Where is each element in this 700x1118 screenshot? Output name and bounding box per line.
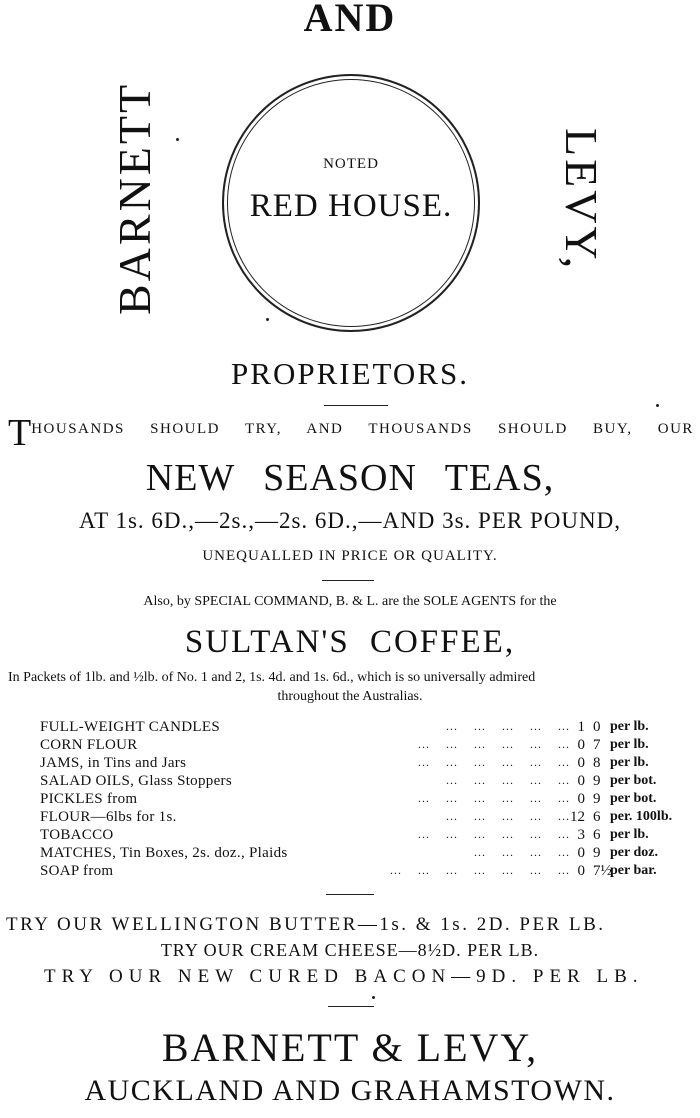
divider-rule [328,1006,374,1007]
price-shillings: 0 [577,863,585,879]
price-unit: per bot. [610,773,657,788]
firm-towns: AUCKLAND AND GRAHAMSTOWN. [84,1074,616,1107]
tagline-text: HOUSANDS SHOULD TRY, AND THOUSANDS SHOULD BUY, OUR [31,421,694,437]
price-unit: per doz. [610,845,658,860]
leader-dots: ... ... ... ... ... [446,809,570,823]
price-shillings: 0 [577,845,585,861]
price-unit: per lb. [610,719,649,734]
noted-red-house-seal [222,74,480,332]
price-pence: 7½ [593,863,612,879]
price-list-row [40,863,690,878]
drop-cap: T [8,412,32,454]
price-list-row [40,773,690,788]
price-item: PICKLES from [40,791,138,807]
price-list-row [40,737,690,752]
firm-name: BARNETT & LEVY, [161,1025,539,1070]
price-pence: 6 [593,827,601,843]
packets-description: In Packets of 1lb. and ½lb. of No. 1 and 2, 1s. 4d. and 1s. 6d., which is so universally admired [8,670,536,685]
price-pence: 9 [593,791,601,807]
try-bacon-line: TRY OUR NEW CURED BACON—9D. PER LB. [44,966,644,987]
leader-dots: ... ... ... ... ... [446,773,570,787]
leader-dots: ... ... ... ... ... ... ... [390,863,570,877]
price-item: JAMS, in Tins and Jars [40,755,187,771]
tea-prices-line: AT 1s. 6D.,—2s.,—2s. 6D.,—AND 3s. PER POUND, [79,508,621,533]
seal-red-house-text: RED HOUSE. [249,188,453,224]
vertical-name-levy: LEVY, [556,128,607,272]
price-item: TOBACCO [40,827,114,843]
price-list-row [40,719,690,734]
price-pence: 7 [593,737,601,753]
divider-rule [326,894,374,895]
price-pence: 8 [593,755,601,771]
price-pence: 0 [593,719,601,735]
sultans-coffee-heading: SULTAN'S COFFEE, [184,624,516,660]
try-cheese-line: TRY OUR CREAM CHEESE—8½D. PER LB. [160,940,540,960]
packets-description-continued: throughout the Australias. [277,689,423,704]
price-item: SOAP from [40,863,114,879]
price-pence: 9 [593,773,601,789]
try-butter-line: TRY OUR WELLINGTON BUTTER—1s. & 1s. 2D. PER LB. [6,914,606,935]
leader-dots: ... ... ... ... ... ... [418,827,570,841]
price-shillings: 0 [577,755,585,771]
leader-dots: ... ... ... ... ... ... [418,755,570,769]
price-unit: per lb. [610,737,649,752]
unequalled-line: UNEQUALLED IN PRICE OR QUALITY. [202,548,498,564]
leader-dots: ... ... ... ... ... ... [418,737,570,751]
vertical-name-barnett: BARNETT [109,81,160,315]
leader-dots: ... ... ... ... [474,845,570,859]
price-list-row [40,827,690,842]
price-list-row [40,845,690,860]
price-list-row [40,791,690,806]
price-shillings: 0 [577,773,585,789]
ornament-dot [656,404,659,407]
price-shillings: 12 [570,809,585,825]
price-item: SALAD OILS, Glass Stoppers [40,773,232,789]
divider-rule [324,405,388,406]
price-pence: 9 [593,845,601,861]
price-item: CORN FLOUR [40,737,138,753]
sole-agents-line: Also, by SPECIAL COMMAND, B. & L. are the SOLE AGENTS for the [143,594,557,609]
header-and: AND [303,0,397,40]
price-unit: per lb. [610,827,649,842]
price-item: FLOUR—6lbs for 1s. [40,809,177,825]
leader-dots: ... ... ... ... ... [446,719,570,733]
new-season-teas-headline: NEW SEASON TEAS, [145,457,555,499]
price-shillings: 0 [577,791,585,807]
price-pence: 6 [593,809,601,825]
price-unit: per bot. [610,791,657,806]
price-list-row [40,809,690,824]
price-list-row [40,755,690,770]
ornament-dot [176,138,179,141]
ornament-dot [266,318,269,321]
thousands-tagline [8,412,698,454]
ornament-dot [372,996,375,999]
price-item: FULL-WEIGHT CANDLES [40,719,220,735]
price-shillings: 0 [577,737,585,753]
divider-rule [322,580,374,581]
seal-noted-text: NOTED [323,156,379,172]
price-shillings: 1 [577,719,585,735]
price-unit: per bar. [610,863,657,878]
price-unit: per. 100lb. [610,809,673,824]
price-unit: per lb. [610,755,649,770]
price-shillings: 3 [577,827,585,843]
leader-dots: ... ... ... ... ... ... [418,791,570,805]
price-item: MATCHES, Tin Boxes, 2s. doz., Plaids [40,845,288,861]
proprietors-heading: PROPRIETORS. [231,356,469,391]
